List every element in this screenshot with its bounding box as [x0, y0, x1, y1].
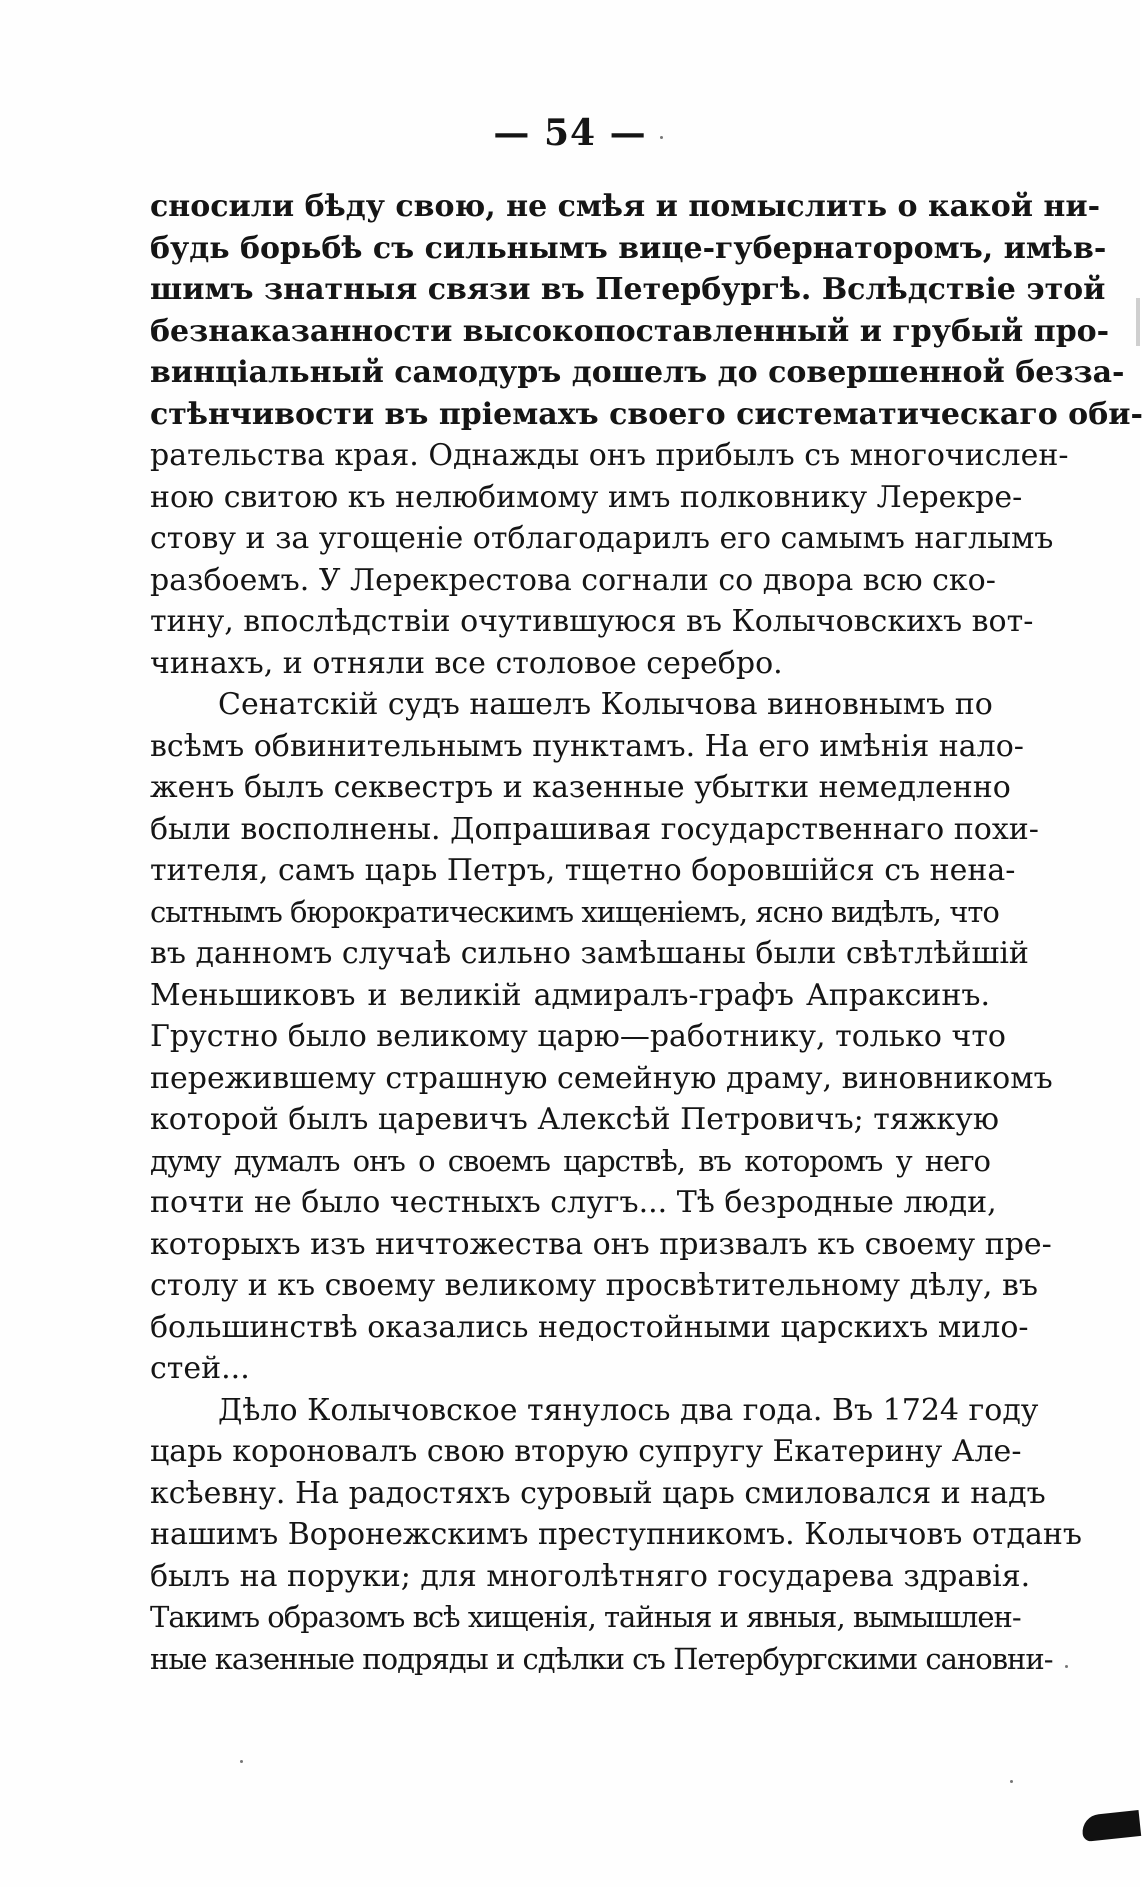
text-line: ные казенные подряды и сдѣлки съ Петербургскими сановни- [150, 1641, 1053, 1676]
text-line: тину, впослѣдствіи очутившуюся въ Колычовскихъ вот- [150, 604, 1034, 639]
text-line: пережившему страшную семейную драму, виновникомъ [150, 1060, 1053, 1096]
text-line: сносили бѣду свою, не смѣя и помыслить о какой ни- [150, 189, 1101, 224]
text-line: сытнымъ бюрократическимъ хищеніемъ, ясно видѣлъ, что [150, 894, 999, 929]
text-line: стей... [150, 1351, 250, 1386]
text-line: ною свитою къ нелюбимому имъ полковнику Лерекре- [150, 479, 1023, 515]
text-line: стову и за угощеніе отблагодарилъ его самымъ наглымъ [150, 521, 1054, 556]
text-line: въ данномъ случаѣ сильно замѣшаны были свѣтлѣйшій [150, 936, 1029, 971]
text-line: почти не было честныхъ слугъ... Тѣ безродные люди, [150, 1185, 997, 1220]
page-number: — 54 — [493, 112, 647, 154]
text-line: которыхъ изъ ничтожества онъ призвалъ къ своему пре- [150, 1226, 1052, 1262]
text-line: царь короновалъ свою вторую супругу Екатерину Але- [150, 1434, 1022, 1469]
text-line: всѣмъ обвинительнымъ пунктамъ. На его имѣнія нало- [150, 728, 1024, 764]
text-line: Сенатскій судъ нашелъ Колычова виновнымъ по [218, 687, 993, 722]
text-line: стѣнчивости въ пріемахъ своего систематическаго оби- [150, 396, 1143, 432]
text-line: былъ на поруки; для многолѣтняго государева здравія. [150, 1558, 1031, 1594]
text-line: которой былъ царевичъ Алексѣй Петровичъ; тяжкую [150, 1102, 999, 1137]
text-line: винціальный самодуръ дошелъ до совершенной безза- [150, 355, 1125, 390]
dust-speck [1065, 1665, 1068, 1668]
text-line: Дѣло Колычовское тянулось два года. Въ 1724 году [218, 1392, 1039, 1428]
text-line: Меньшиковъ и великій адмиралъ-графъ Апраксинъ. [150, 977, 990, 1013]
text-line: будь борьбѣ съ сильнымъ вице-губернаторомъ, имѣв- [150, 230, 1107, 266]
text-line: столу и къ своему великому просвѣтительному дѣлу, въ [150, 1268, 1038, 1303]
dust-speck [660, 136, 663, 139]
text-line: тителя, самъ царь Петръ, тщетно боровшійся съ нена- [150, 853, 1016, 888]
dust-speck [240, 1760, 243, 1763]
text-line: разбоемъ. У Лерекрестова согнали со двора всю ско- [150, 562, 996, 598]
ink-blot [1081, 1810, 1141, 1842]
text-line: женъ былъ секвестръ и казенные убытки немедленно [150, 770, 1011, 805]
text-line: чинахъ, и отняли все столовое серебро. [150, 645, 783, 681]
text-line: Грустно было великому царю—работнику, только что [150, 1019, 1006, 1054]
text-line: большинствѣ оказались недостойными царскихъ мило- [150, 1309, 1029, 1345]
scan-edge-mark [1136, 298, 1140, 346]
text-line: безнаказанности высокопоставленный и грубый про- [150, 313, 1110, 349]
text-line: Такимъ образомъ всѣ хищенія, тайныя и явныя, вымышлен- [150, 1600, 1021, 1634]
text-line: шимъ знатныя связи въ Петербургѣ. Вслѣдствіе этой [150, 272, 1106, 307]
text-line: рательства края. Однажды онъ прибылъ съ многочислен- [150, 438, 1069, 473]
page-text [150, 186, 1143, 1680]
dust-speck [1010, 1780, 1013, 1783]
text-line: нашимъ Воронежскимъ преступникомъ. Колычовъ отданъ [150, 1517, 1082, 1552]
text-line: ксѣевну. На радостяхъ суровый царь смиловался и надъ [150, 1475, 1046, 1511]
text-line: думу думалъ онъ о своемъ царствѣ, въ которомъ у него [150, 1143, 990, 1178]
text-line: были восполнены. Допрашивая государственнаго похи- [150, 811, 1039, 847]
